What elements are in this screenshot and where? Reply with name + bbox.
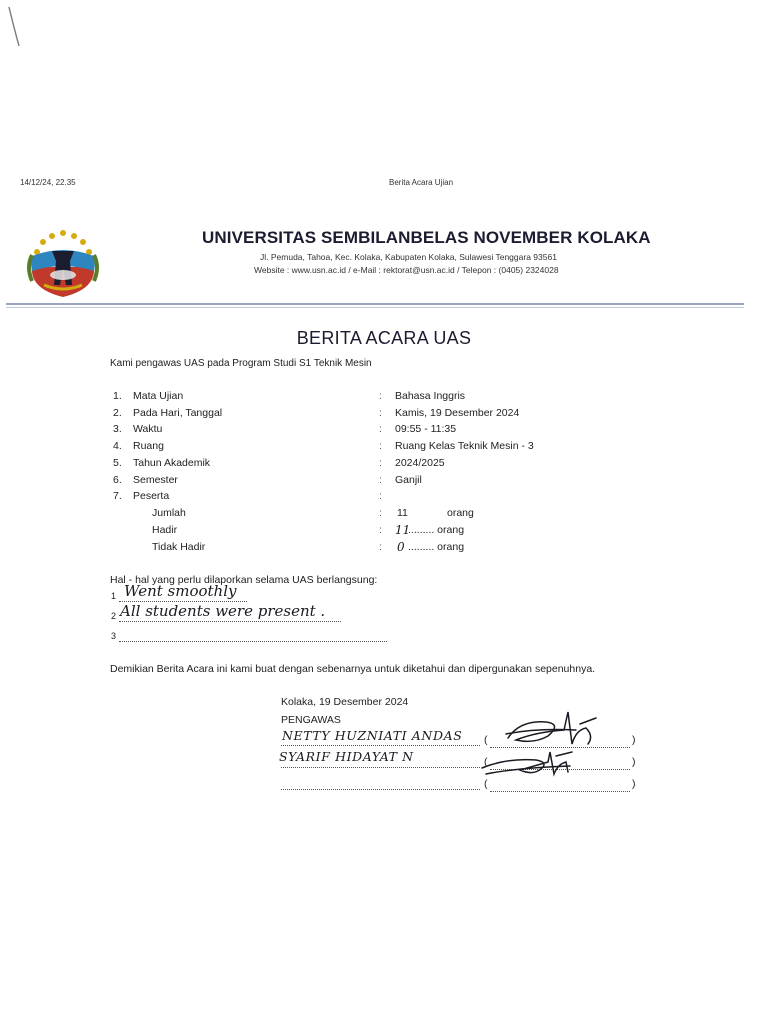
peserta-jumlah-row [0,507,768,523]
field-colon: : [379,490,382,502]
document-intro: Kami pengawas UAS pada Program Studi S1 Teknik Mesin [110,358,372,369]
supervisor-name-1: NETTY HUZNIATI ANDAS [282,728,463,743]
note-handwritten-1: Went smoothly [124,582,237,600]
field-value: Kamis, 19 Desember 2024 [395,407,520,419]
peserta-unit: ......... orang [408,541,465,553]
note-handwritten-2: All students were present . [120,602,326,620]
university-name: UNIVERSITAS SEMBILANBELAS NOVEMBER KOLAKA [202,228,651,247]
note-number: 3 [111,631,117,641]
peserta-unit: orang [447,507,474,519]
signature-close-paren: ) [632,778,636,790]
signature-open-paren: ( [484,778,488,790]
field-number: 2. [113,407,122,419]
print-datetime: 14/12/24, 22.35 [20,178,76,187]
field-number: 4. [113,440,122,452]
field-label: Waktu [133,423,163,435]
field-label: Ruang [133,440,164,452]
field-number: 1. [113,390,122,402]
field-number: 7. [113,490,122,502]
peserta-tidak-hadir-value: 0 [397,540,405,554]
signature-name-line [281,777,480,790]
university-address: Jl. Pemuda, Tahoa, Kec. Kolaka, Kabupaten Kolaka, Sulawesi Tenggara 93561 [260,252,557,262]
letterhead-rule [6,303,744,305]
note-number: 1 [111,591,117,601]
peserta-label: Jumlah [152,507,186,519]
field-number: 3. [113,423,122,435]
peserta-hadir-row [0,524,768,540]
peserta-label: Hadir [152,524,178,536]
field-row-ruang [0,440,768,456]
notes-heading: Hal - hal yang perlu dilaporkan selama UAS berlangsung: [110,574,378,586]
peserta-hadir-value: 11 [395,523,411,537]
field-value: Ruang Kelas Teknik Mesin - 3 [395,440,534,452]
field-colon: : [379,524,382,536]
field-colon: : [379,457,382,469]
note-number: 2 [111,611,117,621]
signature-place-date: Kolaka, 19 Desember 2024 [281,696,409,708]
document-title: BERITA ACARA UAS [296,328,472,348]
field-row-mata-ujian [0,390,768,406]
signature-open-paren: ( [484,756,488,768]
field-colon: : [379,440,382,452]
field-label: Mata Ujian [133,390,184,402]
signature-close-paren: ) [632,756,636,768]
field-label: Tahun Akademik [133,457,211,469]
signature-close-paren: ) [632,734,636,746]
field-row-waktu [0,423,768,439]
field-label: Semester [133,474,178,486]
peserta-unit: ......... orang [408,524,465,536]
peserta-label: Tidak Hadir [152,541,206,553]
field-label: Pada Hari, Tanggal [133,407,223,419]
field-value: 09:55 - 11:35 [395,423,457,435]
peserta-tidak-hadir-row [0,541,768,557]
field-row-peserta [0,490,768,506]
supervisor-name-2: SYARIF HIDAYAT N [279,749,414,764]
signature-open-paren: ( [484,734,488,746]
field-number: 6. [113,474,122,486]
field-value: Ganjil [395,474,422,486]
handwritten-signature-icon [476,704,626,794]
field-colon: : [379,541,382,553]
note-line [119,629,387,642]
field-colon: : [379,407,382,419]
field-colon: : [379,390,382,402]
closing-statement: Demikian Berita Acara ini kami buat dengan sebenarnya untuk diketahui dan dipergunakan sepenuhnya. [110,663,596,675]
field-colon: : [379,423,382,435]
peserta-jumlah-value: 11 [397,507,408,519]
field-row-tahun-akademik [0,457,768,473]
letterhead-rule-thin [6,307,744,308]
university-logo-icon [24,227,102,299]
field-colon: : [379,507,382,519]
scan-mark [4,4,24,50]
university-contact: Website : www.usn.ac.id / e-Mail : rektorat@usn.ac.id / Telepon : (0405) 2324028 [254,265,559,275]
field-label: Peserta [133,490,170,502]
field-row-semester [0,474,768,490]
field-row-hari-tanggal [0,407,768,423]
field-value: Bahasa Inggris [395,390,466,402]
field-number: 5. [113,457,122,469]
field-value: 2024/2025 [395,457,445,469]
field-colon: : [379,474,382,486]
print-page-title: Berita Acara Ujian [389,178,454,187]
signature-role: PENGAWAS [281,714,341,726]
